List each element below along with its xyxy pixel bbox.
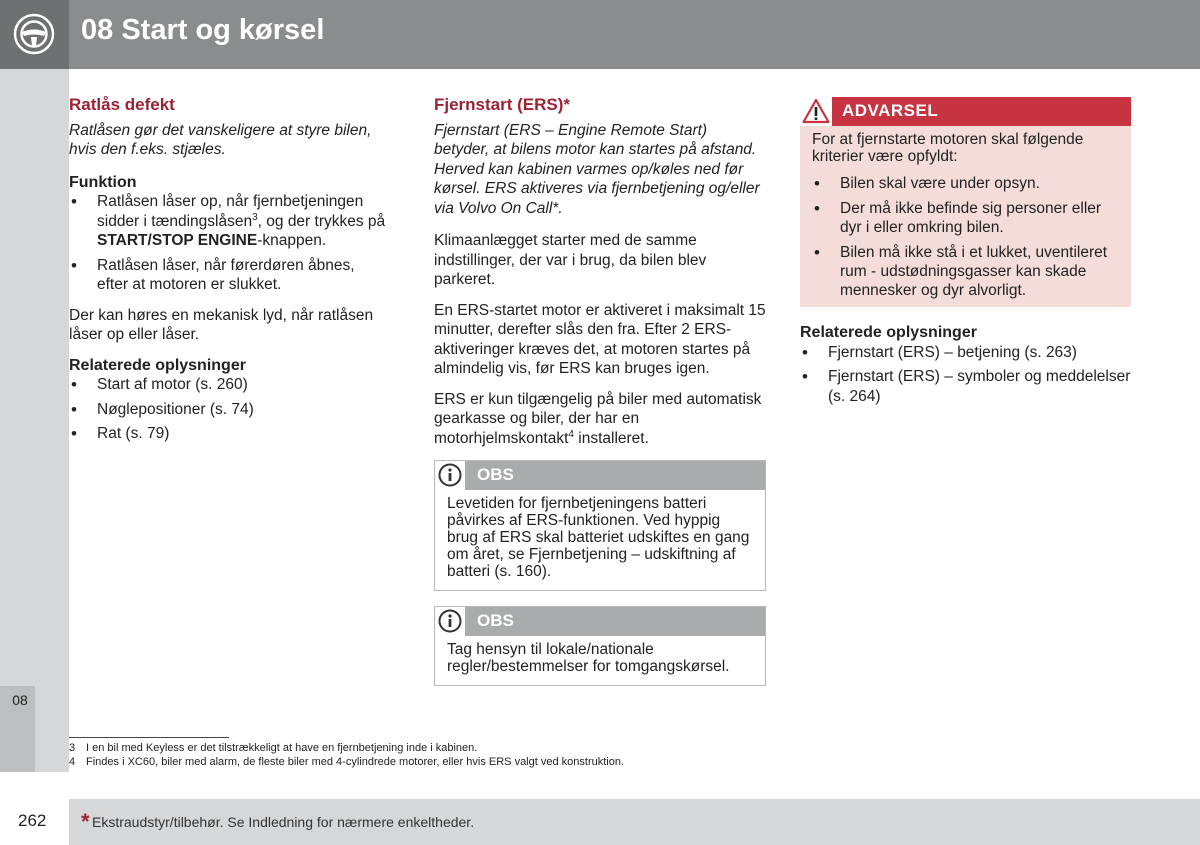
section-title-ratlas: Ratlås defekt — [69, 95, 175, 114]
note-header — [435, 461, 765, 490]
warning-box — [800, 97, 1131, 307]
footnotes — [69, 741, 624, 769]
footnote-rule — [69, 737, 229, 738]
list-item: • Bilen skal være under opsyn. — [812, 174, 1119, 193]
side-strip — [0, 69, 69, 772]
obs-note — [434, 606, 766, 686]
obs-note — [434, 460, 766, 591]
info-icon — [438, 463, 462, 487]
warning-intro: For at fjernstarte motoren skal følgende kriterier være opfyldt: — [812, 131, 1084, 165]
steering-wheel-icon — [13, 13, 55, 55]
funktion-list — [69, 192, 389, 295]
footnote: 3 I en bil med Keyless er det tilstrækkeligt at have en fjernbetjening inde i kabinen. — [69, 742, 478, 754]
note-text: Tag hensyn til lokale/nationale regler/bestemmelser for tomgangskørsel. — [447, 641, 730, 675]
footer-text: Ekstraudstyr/tilbehør. Se Indledning for nærmere enkeltheder. — [92, 814, 475, 830]
related-link[interactable]: • Fjernstart (ERS) – betjening (s. 263) — [800, 343, 1132, 363]
warning-text — [800, 126, 1131, 300]
paragraph: En ERS-startet motor er aktiveret i maksimalt 15 minutter, derefter slås den fra. Efter 2 ERS-aktiveringer kræves det, at motoren startes på almindelig vis, før ERS kan bruges igen. — [434, 301, 766, 377]
note-text: Levetiden for fjernbetjeningens batteri påvirkes af ERS-funktionen. Ved hyppig brug af ERS skal batteriet udskiftes en gang om året, se Fjernbetjening – udskiftning af batteri (s. 160). — [447, 495, 750, 580]
warning-list — [812, 174, 1119, 300]
related-list — [800, 343, 1132, 407]
column-ers — [434, 95, 766, 459]
section-title-ers: Fjernstart (ERS)* — [434, 95, 571, 114]
chapter-tab-label: 08 — [12, 692, 28, 708]
related-link[interactable]: • Fjernstart (ERS) – symboler og meddelelser (s. 264) — [800, 367, 1132, 406]
related-link[interactable]: • Start af motor (s. 260) — [69, 375, 389, 395]
list-item: • Der må ikke befinde sig personer eller dyr i eller omkring bilen. — [812, 199, 1119, 237]
page-header — [0, 0, 1200, 69]
related-link[interactable]: • Rat (s. 79) — [69, 424, 389, 444]
warning-header — [800, 97, 1131, 126]
note-label: OBS — [477, 465, 514, 484]
related-list — [69, 375, 389, 444]
page-number: 262 — [18, 811, 47, 830]
paragraph: ERS er kun tilgængelig på biler med automatisk gearkasse og biler, der har en motorhjelmskontakt$^4$ installeret. — [434, 390, 762, 447]
column-ratlas — [69, 95, 389, 455]
page-footer — [69, 799, 1200, 845]
warning-triangle-icon — [802, 98, 830, 124]
related-heading: Relaterede oplysninger — [800, 324, 977, 341]
warning-label: ADVARSEL — [842, 101, 939, 120]
section-lead-ers: Fjernstart (ERS – Engine Remote Start) betyder, at bilens motor kan startes på afstand. Herved kan kabinen varmes op/køles ned før kørsel. ERS aktiveres via fjernbetjening og/eller via Volvo On Call*. — [434, 121, 760, 217]
paragraph: Klimaanlægget starter med de samme indstillinger, der var i brug, da bilen blev parkeret. — [434, 232, 707, 288]
related-link[interactable]: • Nøglepositioner (s. 74) — [69, 400, 389, 420]
footnote: 4 Findes i XC60, biler med alarm, de fleste biler med 4-cylindrede motorer, eller hvis ERS valgt ved konstruktion. — [69, 756, 625, 768]
list-item: • Ratlåsen låser op, når fjernbetjeningen sidder i tændingslåsen$^3$, og der trykkes på START/STOP ENGINE-knappen. — [69, 192, 389, 251]
related-heading: Relaterede oplysninger — [69, 356, 246, 374]
funktion-heading: Funktion — [69, 173, 137, 191]
header-icon-box — [0, 0, 69, 69]
list-item: • Bilen må ikke stå i et lukket, uventileret rum - udstødningsgasser kan skade mennesker og dyr alvorligt. — [812, 243, 1119, 300]
list-item: • Ratlåsen låser, når førerdøren åbnes, efter at motoren er slukket. — [69, 256, 389, 295]
note-label: OBS — [477, 611, 514, 630]
section-lead-ratlas: Ratlåsen gør det vanskeligere at styre bilen, hvis den f.eks. stjæles. — [69, 121, 372, 158]
page-title: 08 Start og kørsel — [81, 14, 325, 46]
paragraph: Der kan høres en mekanisk lyd, når ratlåsen låser op eller låser. — [69, 306, 374, 343]
note-header — [435, 607, 765, 636]
info-icon — [438, 609, 462, 633]
column-related — [800, 323, 1132, 417]
footer-star: * — [81, 809, 90, 834]
